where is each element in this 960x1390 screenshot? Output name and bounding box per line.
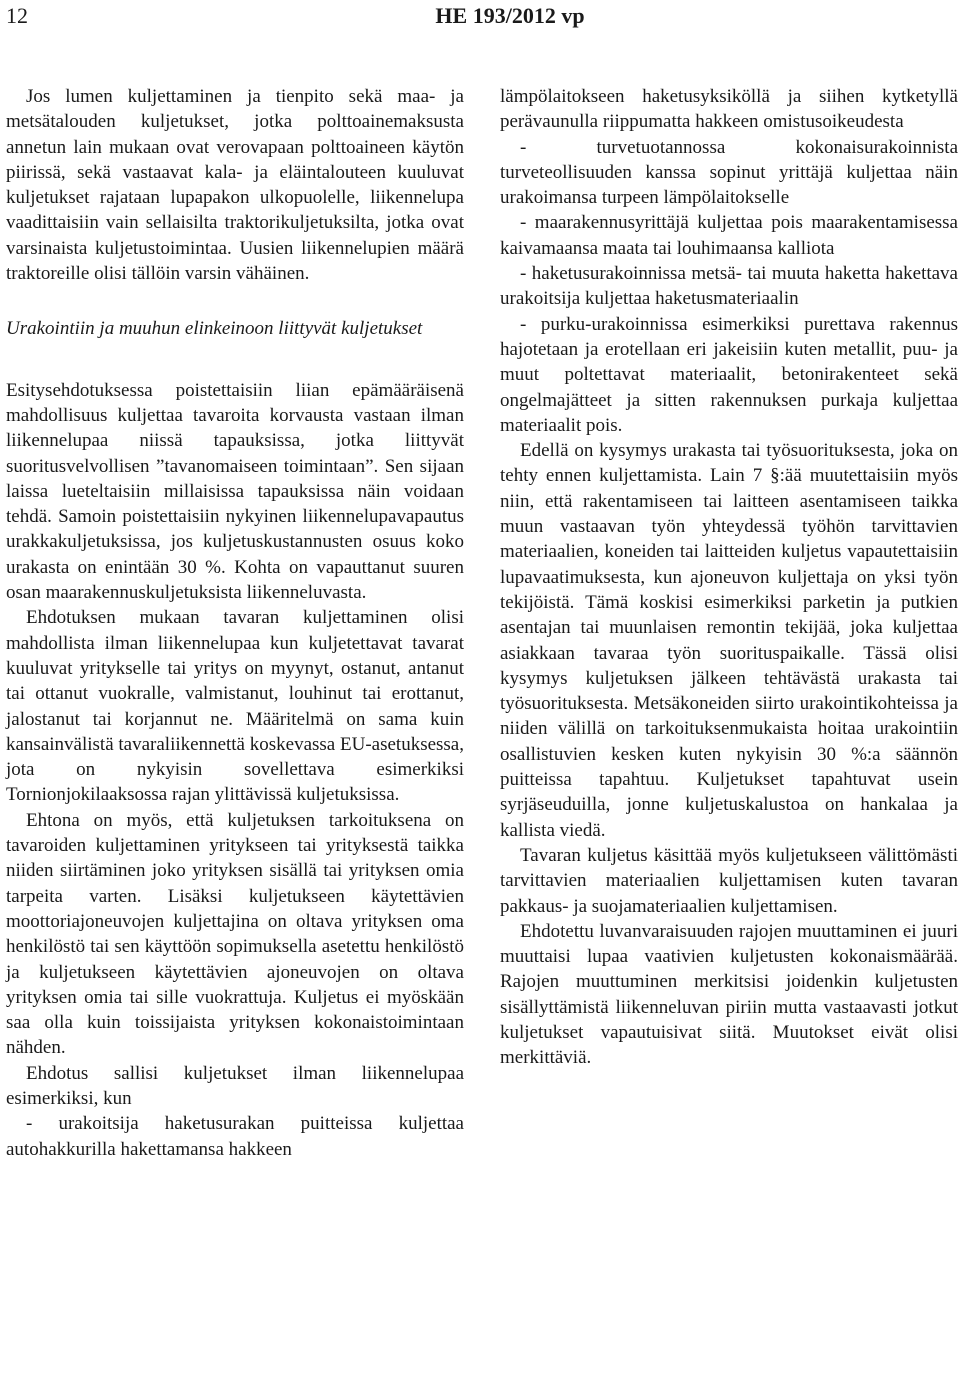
- paragraph: Edellä on kysymys urakasta tai työsuorituksesta, joka on tehty ennen kuljettamista. Lain 7 §:ää muutettaisiin myös niin, että rakentamiseen tai laitteen asentamiseen taikka muun vastaavan työn yhteydessä työhön tarvittavien materiaalien, koneiden tai laitteiden kuljetus vapautettaisiin lupavaatimuksesta, kun ajoneuvon kuljettaja on yksi työn tekijöistä. Tämä koskisi esimerkiksi parketin ja putkien asentajan tai muunlaisen remontin tekijää, joka kuljettaa asiakkaan tavaraa työn suorituspaikalle. Tässä olisi kysymys kuljetuksen jälkeen tehtävästä urakasta tai työsuorituksesta. Metsäkoneiden siirto urakointikohteissa ja niiden välillä on tarkoituksenmukaista hoitaa urakointiin osallistuvien kesken kuten nykyisin 30 %:a säännön puitteissa tapahtuu. Kuljetukset tapahtuvat usein syrjäseuduilla, jonne kuljetuskalustoa on hankalaa ja kallista viedä.: [500, 440, 958, 841]
- section-heading: Urakointiin ja muuhun elinkeinoon liittyvät kuljetukset: [6, 318, 423, 340]
- document-id: HE 193/2012 vp: [435, 3, 585, 28]
- list-item-continuation: lämpölaitokseen haketusyksiköllä ja siihen kytketyllä perävaunulla riippumatta hakkeen omistusoikeudesta: [500, 86, 958, 133]
- paragraph: Ehdotuksen mukaan tavaran kuljettaminen olisi mahdollista ilman liikennelupaa kun kuljetettavat tavarat kuuluvat yritykselle tai yritys on myynyt, ostanut, antanut tai ottanut vuokralle, valmistanut, louhinut tai erottanut, jalostanut tai korjannut ne. Määritelmä on sama kuin kansainvälistä tavaraliikennettä koskevassa EU-asetuksessa, jota on nykyisin sovellettava esimerkiksi Tornionjokilaaksossa rajan ylittävissä kuljetuksissa.: [6, 607, 464, 806]
- paragraph: Ehtona on myös, että kuljetuksen tarkoituksena on tavaroiden kuljettaminen yritykseen tai yrityksestä taikka niiden siirtäminen joko yrityksen sisällä tai yrityksen omia tarpeita varten. Lisäksi kuljetukseen käytettävien moottoriajoneuvojen kuljettajina on oltava yrityksen oma henkilöstö tai sen käyttöön sopimuksella asetettu henkilöstö ja kuljetukseen käytettävien ajoneuvojen on oltava yrityksen omia tai sille vuokrattuja. Kuljetus ei myöskään saa olla kuin toissijaista yrityksen kokonaistoimintaan nähden.: [6, 809, 464, 1059]
- left-column: [6, 84, 464, 1162]
- list-item: - purku-urakoinnissa esimerkiksi purettava rakennus hajotetaan ja erotellaan eri jakeisiin kuten metallit, puu- ja muut poltettavat materiaalit, betonirakenteet sekä ongelmajätteet ja sitten rakennuksen purkaja kuljettaa materiaalit pois.: [500, 313, 958, 436]
- paragraph: Ehdotettu luvanvaraisuuden rajojen muuttaminen ei juuri muuttaisi lupaa vaativien kuljetusten kokonaismäärää. Rajojen muuttuminen merkitsisi joidenkin kuljetusten sisällyttämistä liikenneluvan piriin mutta vastaavasti jotkut kuljetukset vapautuisivat siitä. Muutokset eivät olisi merkittäviä.: [500, 920, 958, 1069]
- right-column: [500, 84, 958, 1071]
- page-number: 12: [6, 3, 28, 28]
- paragraph: Esitysehdotuksessa poistettaisiin liian epämääräisenä mahdollisuus kuljettaa tavaroita korvausta vastaan ilman liikennelupaa niissä tapauksissa, jotka liittyvät suoritusvelvollisen ”tavanomaiseen toimintaan”. Sen sijaan laissa lueteltaisiin millaisissa tapauksissa näin voidaan tehdä. Samoin poistettaisiin nykyinen liikennelupavapautus urakkakuljetuksissa, jos kuljetuskustannusten osuus koko urakasta on enintään 30 %. Kohta on vapauttanut suuren osan maarakennuskuljetuksista liikenneluvasta.: [6, 379, 464, 604]
- list-item: - turvetuotannossa kokonaisurakoinnista turveteollisuuden kanssa sopinut yrittäjä kuljettaa näin urakoimansa turpeen lämpölaitokselle: [500, 136, 958, 209]
- list-item: - urakoitsija haketusurakan puitteissa kuljettaa autohakkurilla hakettamansa hakkeen: [6, 1113, 464, 1160]
- paragraph: Ehdotus sallisi kuljetukset ilman liikennelupaa esimerkiksi, kun: [6, 1062, 464, 1109]
- paragraph: Tavaran kuljetus käsittää myös kuljetukseen välittömästi tarvittavien materiaalien kuljettamisen kuten tavaran pakkaus- ja suojamateriaalien kuljettamisen.: [500, 844, 958, 917]
- list-item: - haketusurakoinnissa metsä- tai muuta haketta hakettava urakoitsija kuljettaa haketusmateriaalin: [500, 263, 958, 310]
- list-item: - maarakennusyrittäjä kuljettaa pois maarakentamisessa kaivamaansa maata tai louhimaansa kalliota: [500, 212, 958, 259]
- page-header: [0, 0, 960, 40]
- paragraph: Jos lumen kuljettaminen ja tienpito sekä maa- ja metsätalouden kuljetukset, jotka polttoainemaksusta annetun lain mukaan ovat verovapaan polttoaineen käytön piirissä, sekä vastaavat kala- ja eläintalouteen kuuluvat kuljetukset rajataan lupapakon ulkopuolelle, liikennelupa vaadittaisiin vain sellaisilta traktorikuljetuksilta, jotka ovat varsinaista kuljetustoimintaa. Uusien liikennelupien määrä traktoreille olisi tällöin varsin vähäinen.: [6, 86, 464, 285]
